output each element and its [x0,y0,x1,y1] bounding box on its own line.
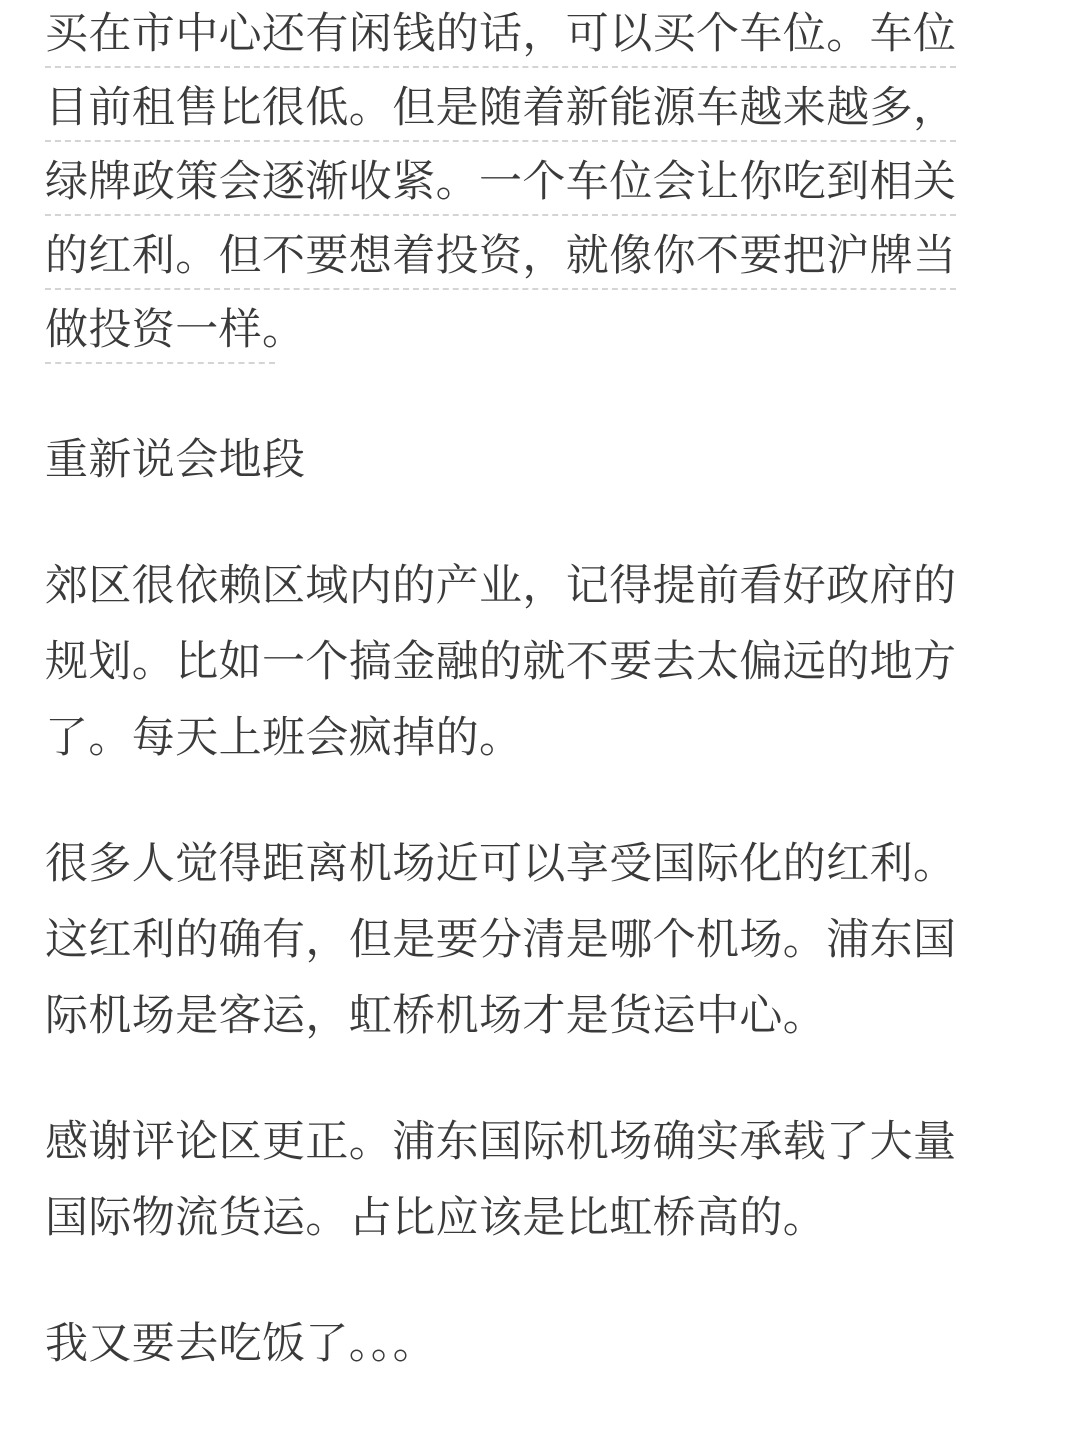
text-line: 了。每天上班会疯掉的。 [45,713,523,763]
section-heading: 重新说会地段 [45,435,306,485]
text-line: 很多人觉得距离机场近可以享受国际化的红利。 [45,839,957,889]
text-line: 我又要去吃饭了。。。 [45,1319,436,1369]
text-line: 规划。比如一个搞金融的就不要去太偏远的地方 [45,637,957,687]
text-line: 际机场是客运，虹桥机场才是货运中心。 [45,991,827,1041]
text-line: 感谢评论区更正。浦东国际机场确实承载了大量 [45,1117,957,1167]
text-line: 这红利的确有，但是要分清是哪个机场。浦东国 [45,915,957,965]
text-line: 买在市中心还有闲钱的话，可以买个车位。车位 [45,2,956,68]
text-line: 绿牌政策会逐渐收紧。一个车位会让你吃到相关 [45,150,956,216]
text-line: 做投资一样。 [45,298,275,364]
text-line: 目前租售比很低。但是随着新能源车越来越多， [45,76,956,142]
text-line: 郊区很依赖区域内的产业，记得提前看好政府的 [45,561,957,611]
text-line: 国际物流货运。占比应该是比虹桥高的。 [45,1193,827,1243]
text-line: 的红利。但不要想着投资，就像你不要把沪牌当 [45,224,956,290]
